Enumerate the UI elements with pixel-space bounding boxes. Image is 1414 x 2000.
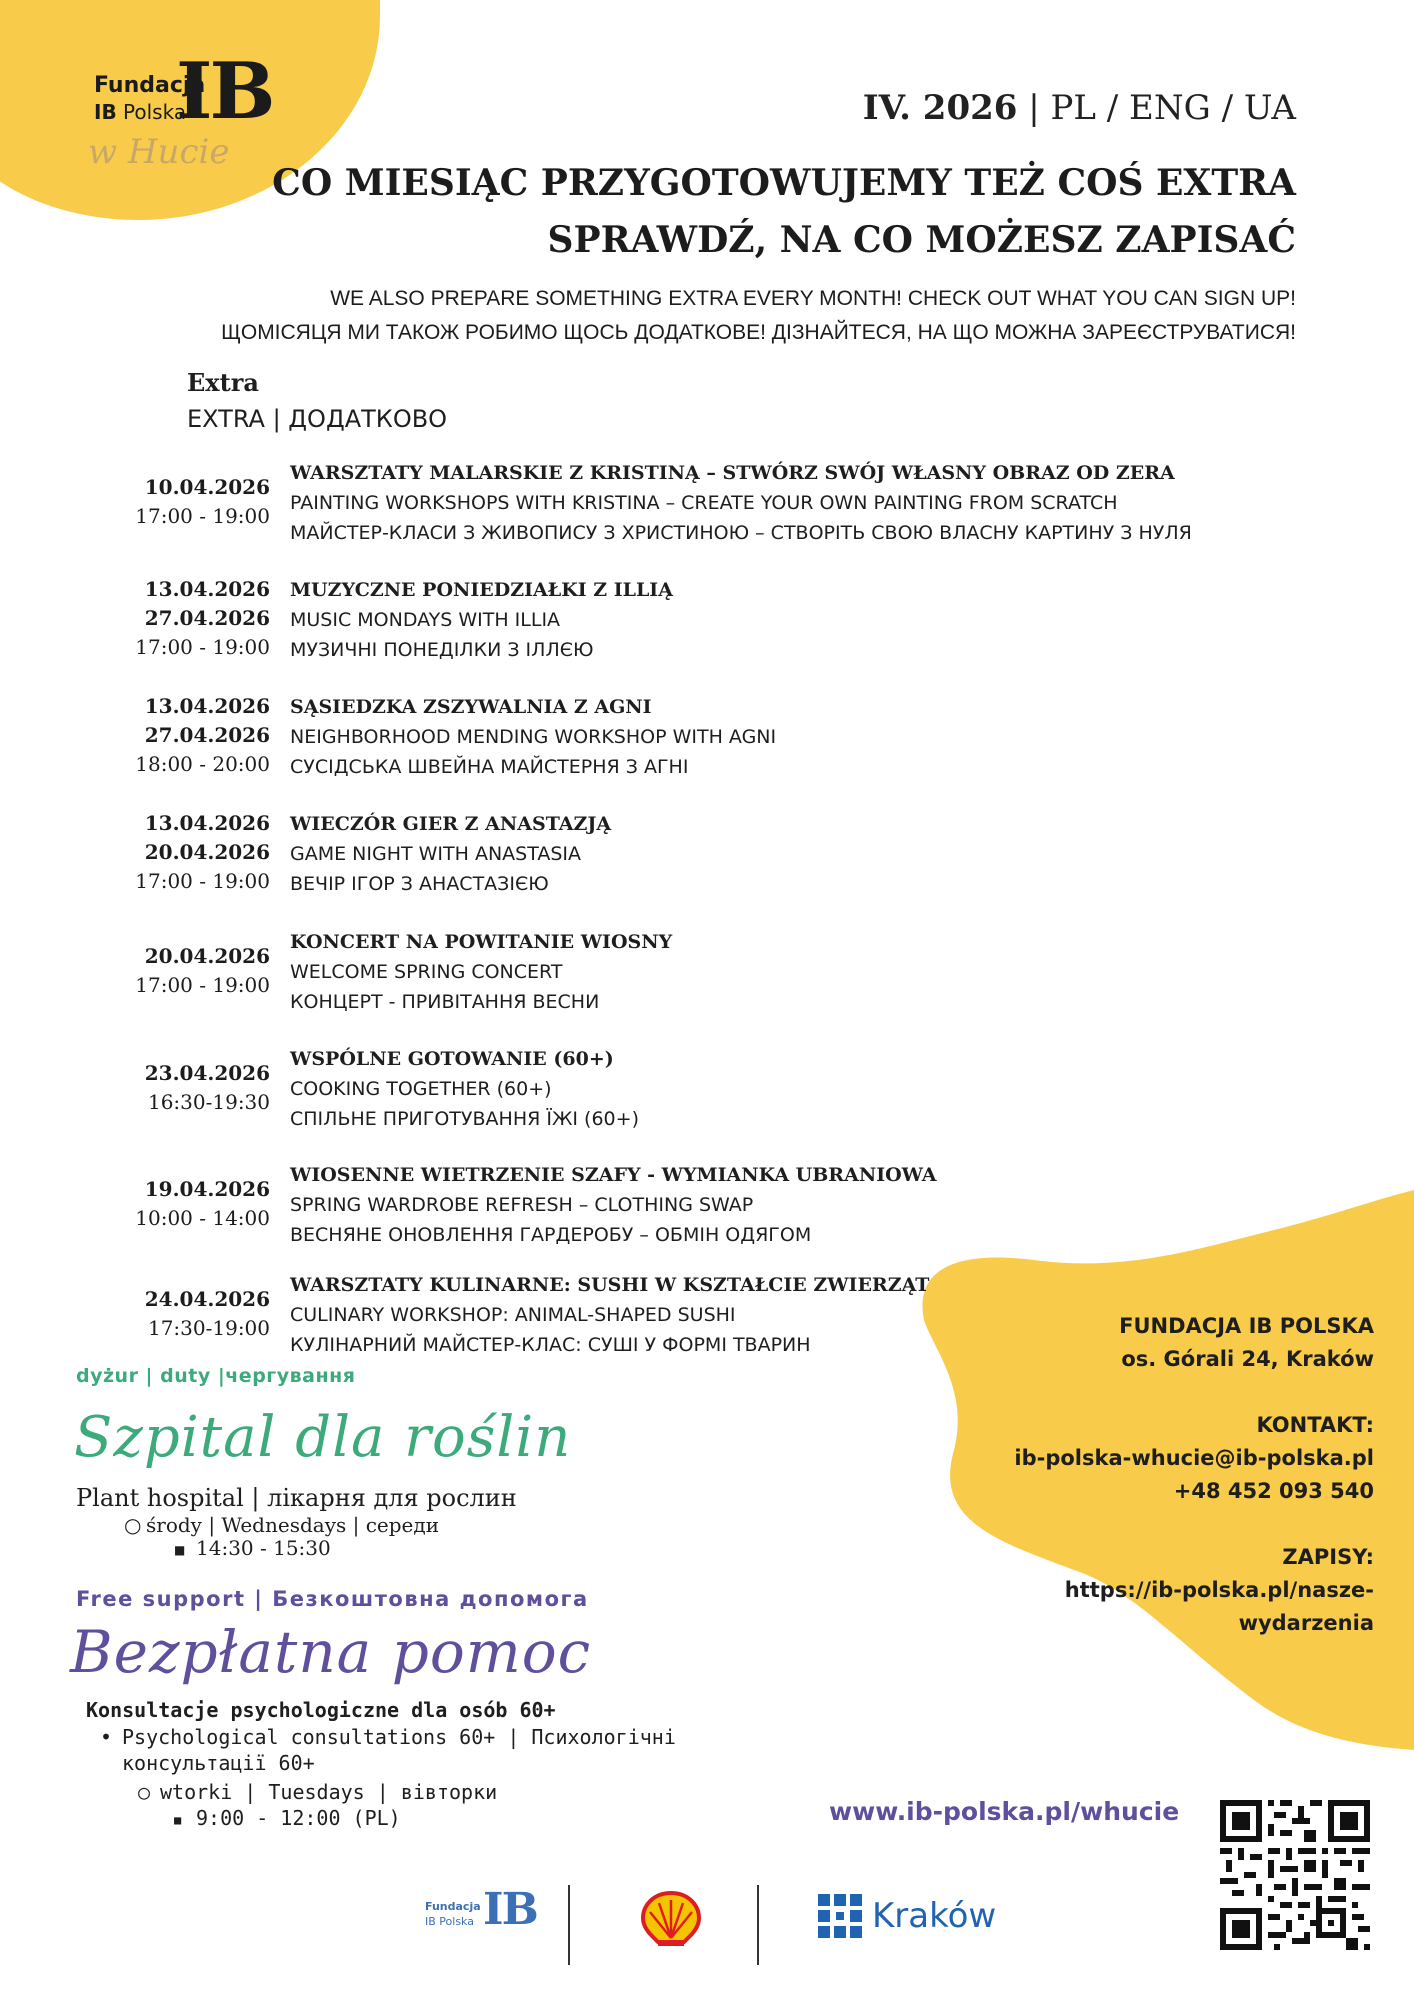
- event-title-en: PAINTING WORKSHOPS WITH KRISTINA – CREATE YOUR OWN PAINTING FROM SCRATCH: [290, 492, 1118, 514]
- extra-heading: Extra: [187, 368, 259, 397]
- event-date: 13.04.2026: [144, 694, 270, 718]
- signup-url-line-1[interactable]: https://ib-polska.pl/nasze-: [1064, 1578, 1374, 1602]
- event-dates: [145, 1059, 270, 1117]
- event-date: 20.04.2026: [144, 944, 270, 968]
- contact-email[interactable]: ib-polska-whucie@ib-polska.pl: [1014, 1446, 1374, 1470]
- event-time: 17:30-19:00: [147, 1316, 270, 1340]
- signup-label: ZAPISY:: [1282, 1545, 1374, 1569]
- event-dates: [135, 473, 270, 531]
- plant-hospital-heading: Plant hospital | лікарня для рослин: [76, 1484, 517, 1512]
- event-title-en: MUSIC MONDAYS WITH ILLIA: [290, 609, 561, 631]
- event-time: 16:30-19:30: [147, 1090, 270, 1114]
- contact-address: os. Górali 24, Kraków: [1121, 1347, 1374, 1371]
- issue-date-languages: IV. 2026 | PL / ENG / UA: [862, 88, 1296, 128]
- event-date: 27.04.2026: [144, 606, 270, 630]
- free-support-script-title: Bezpłatna pomoc: [70, 1618, 592, 1686]
- event-dates: [135, 942, 270, 1000]
- contact-org: FUNDACJA IB POLSKA: [1119, 1314, 1374, 1338]
- event-time: 17:00 - 19:00: [135, 504, 270, 528]
- event-time: 18:00 - 20:00: [135, 752, 270, 776]
- logo-text-ib-polska: IB Polska: [94, 100, 187, 124]
- event-time: 17:00 - 19:00: [135, 869, 270, 893]
- footer-ib-text-2: IB Polska: [425, 1915, 474, 1928]
- event-title-en: COOKING TOGETHER (60+): [290, 1078, 552, 1100]
- duty-label: dyżur | duty |чергування: [76, 1365, 356, 1387]
- event-title-pl: WARSZTATY KULINARNE: SUSHI W KSZTAŁCIE ZWIERZĄT: [290, 1274, 930, 1296]
- page-subtitle: [221, 282, 1296, 350]
- free-support-days: ○ wtorki | Tuesdays | вівторки: [138, 1780, 498, 1804]
- organization-logo: [58, 28, 273, 178]
- title-line-2: SPRAWDŹ, NA CO MOŻESZ ZAPISAĆ: [547, 219, 1296, 261]
- event-text: [290, 809, 611, 899]
- event-title-en: GAME NIGHT WITH ANASTASIA: [290, 843, 582, 865]
- event-time: 10:00 - 14:00: [135, 1206, 270, 1230]
- event-text: [290, 1270, 929, 1360]
- event-text: [290, 575, 673, 665]
- plant-hospital-script-title: Szpital dla roślin: [74, 1405, 572, 1470]
- event-dates: [135, 809, 270, 896]
- event-title-pl: MUZYCZNE PONIEDZIAŁKI Z ILLIĄ: [290, 579, 673, 601]
- logo-script-w-hucie: w Hucie: [88, 132, 230, 172]
- extra-subheading: EXTRA | ДОДАТКОВО: [187, 405, 448, 433]
- event-title-ua: ВЕЧІР ІГОР З АНАСТАЗІЄЮ: [290, 873, 549, 895]
- event-dates: [145, 1285, 270, 1343]
- footer-divider: [568, 1885, 570, 1965]
- event-dates: [135, 1175, 270, 1233]
- event-title-pl: WSPÓLNE GOTOWANIE (60+): [290, 1048, 614, 1070]
- event-date: 10.04.2026: [144, 475, 270, 499]
- event-text: [290, 458, 1192, 548]
- event-date: 23.04.2026: [144, 1061, 270, 1085]
- event-title-ua: МУЗИЧНІ ПОНЕДІЛКИ З ІЛЛЄЮ: [290, 639, 594, 661]
- event-title-ua: МАЙСТЕР-КЛАСИ З ЖИВОПИСУ З ХРИСТИНОЮ – СТВОРІТЬ СВОЮ ВЛАСНУ КАРТИНУ З НУЛЯ: [290, 522, 1192, 544]
- event-title-pl: WIECZÓR GIER Z ANASTAZJĄ: [290, 813, 612, 835]
- event-date: 13.04.2026: [144, 811, 270, 835]
- krakow-crest-icon: [818, 1894, 862, 1938]
- event-title-pl: WARSZTATY MALARSKIE Z KRISTINĄ – STWÓRZ SWÓJ WŁASNY OBRAZ OD ZERA: [290, 462, 1175, 484]
- free-support-label: Free support | Безкоштовна допомога: [76, 1587, 589, 1611]
- event-date: 24.04.2026: [144, 1287, 270, 1311]
- event-date: 20.04.2026: [144, 840, 270, 864]
- event-time: 17:00 - 19:00: [135, 635, 270, 659]
- event-text: [290, 692, 776, 782]
- free-support-time: ■ 9:00 - 12:00 (PL): [174, 1806, 401, 1830]
- plant-hospital-days: ○ środy | Wednesdays | середи: [124, 1513, 440, 1537]
- subtitle-en: WE ALSO PREPARE SOMETHING EXTRA EVERY MONTH! CHECK OUT WHAT YOU CAN SIGN UP!: [330, 287, 1296, 310]
- contact-label: KONTAKT:: [1256, 1413, 1374, 1437]
- event-title-en: CULINARY WORKSHOP: ANIMAL-SHAPED SUSHI: [290, 1304, 736, 1326]
- free-support-item: • Psychological consultations 60+ | Психологічні консультації 60+: [100, 1725, 676, 1775]
- signup-url-line-2[interactable]: wydarzenia: [1238, 1611, 1374, 1635]
- event-title-ua: ВЕСНЯНЕ ОНОВЛЕННЯ ГАРДЕРОБУ – ОБМІН ОДЯГОМ: [290, 1224, 812, 1246]
- page-title: [272, 155, 1296, 269]
- logo-text-fundacja: Fundacja: [94, 73, 206, 98]
- event-dates: [135, 692, 270, 779]
- contact-phone[interactable]: +48 452 093 540: [1173, 1479, 1374, 1503]
- free-support-heading: Konsultacje psychologiczne dla osób 60+: [86, 1698, 556, 1722]
- footer-ib-text-1: Fundacja: [425, 1900, 481, 1913]
- footer-krakow-text: Kraków: [872, 1896, 997, 1936]
- event-title-en: NEIGHBORHOOD MENDING WORKSHOP WITH AGNI: [290, 726, 777, 748]
- subtitle-ua: ЩОМІСЯЦЯ МИ ТАКОЖ РОБИМО ЩОСЬ ДОДАТКОВЕ! ДІЗНАЙТЕСЯ, НА ЩО МОЖНА ЗАРЕЄСТРУВАТИСЯ!: [221, 321, 1296, 344]
- event-title-ua: КОНЦЕРТ - ПРИВІТАННЯ ВЕСНИ: [290, 991, 600, 1013]
- event-time: 17:00 - 19:00: [135, 973, 270, 997]
- footer-divider: [757, 1885, 759, 1965]
- event-text: [290, 1160, 937, 1250]
- event-text: [290, 927, 672, 1017]
- event-date: 27.04.2026: [144, 723, 270, 747]
- title-line-1: CO MIESIĄC PRZYGOTOWUJEMY TEŻ COŚ EXTRA: [272, 162, 1296, 204]
- footer-ib-mark: IB: [483, 1884, 537, 1935]
- contact-block: [1014, 1310, 1374, 1640]
- shell-logo-icon: [640, 1890, 702, 1948]
- event-title-en: SPRING WARDROBE REFRESH – CLOTHING SWAP: [290, 1194, 754, 1216]
- event-title-pl: SĄSIEDZKA ZSZYWALNIA Z AGNI: [290, 696, 652, 718]
- event-title-pl: KONCERT NA POWITANIE WIOSNY: [290, 931, 673, 953]
- footer-ib-logo: [425, 1884, 537, 1950]
- event-dates: [135, 575, 270, 662]
- event-title-en: WELCOME SPRING CONCERT: [290, 961, 563, 983]
- event-title-ua: СПІЛЬНЕ ПРИГОТУВАННЯ ЇЖІ (60+): [290, 1108, 639, 1130]
- event-date: 19.04.2026: [144, 1177, 270, 1201]
- event-text: [290, 1044, 639, 1134]
- qr-code-icon: [1220, 1800, 1370, 1950]
- event-title-pl: WIOSENNE WIETRZENIE SZAFY - WYMIANKA UBRANIOWA: [290, 1164, 937, 1186]
- logo-ib-mark: IB: [176, 46, 273, 137]
- event-date: 13.04.2026: [144, 577, 270, 601]
- event-title-ua: СУСІДСЬКА ШВЕЙНА МАЙСТЕРНЯ З АГНІ: [290, 756, 689, 778]
- plant-hospital-time: ■ 14:30 - 15:30: [174, 1536, 331, 1560]
- event-title-ua: КУЛІНАРНИЙ МАЙСТЕР-КЛАС: СУШІ У ФОРМІ ТВАРИН: [290, 1334, 811, 1356]
- website-link[interactable]: www.ib-polska.pl/whucie: [829, 1797, 1180, 1826]
